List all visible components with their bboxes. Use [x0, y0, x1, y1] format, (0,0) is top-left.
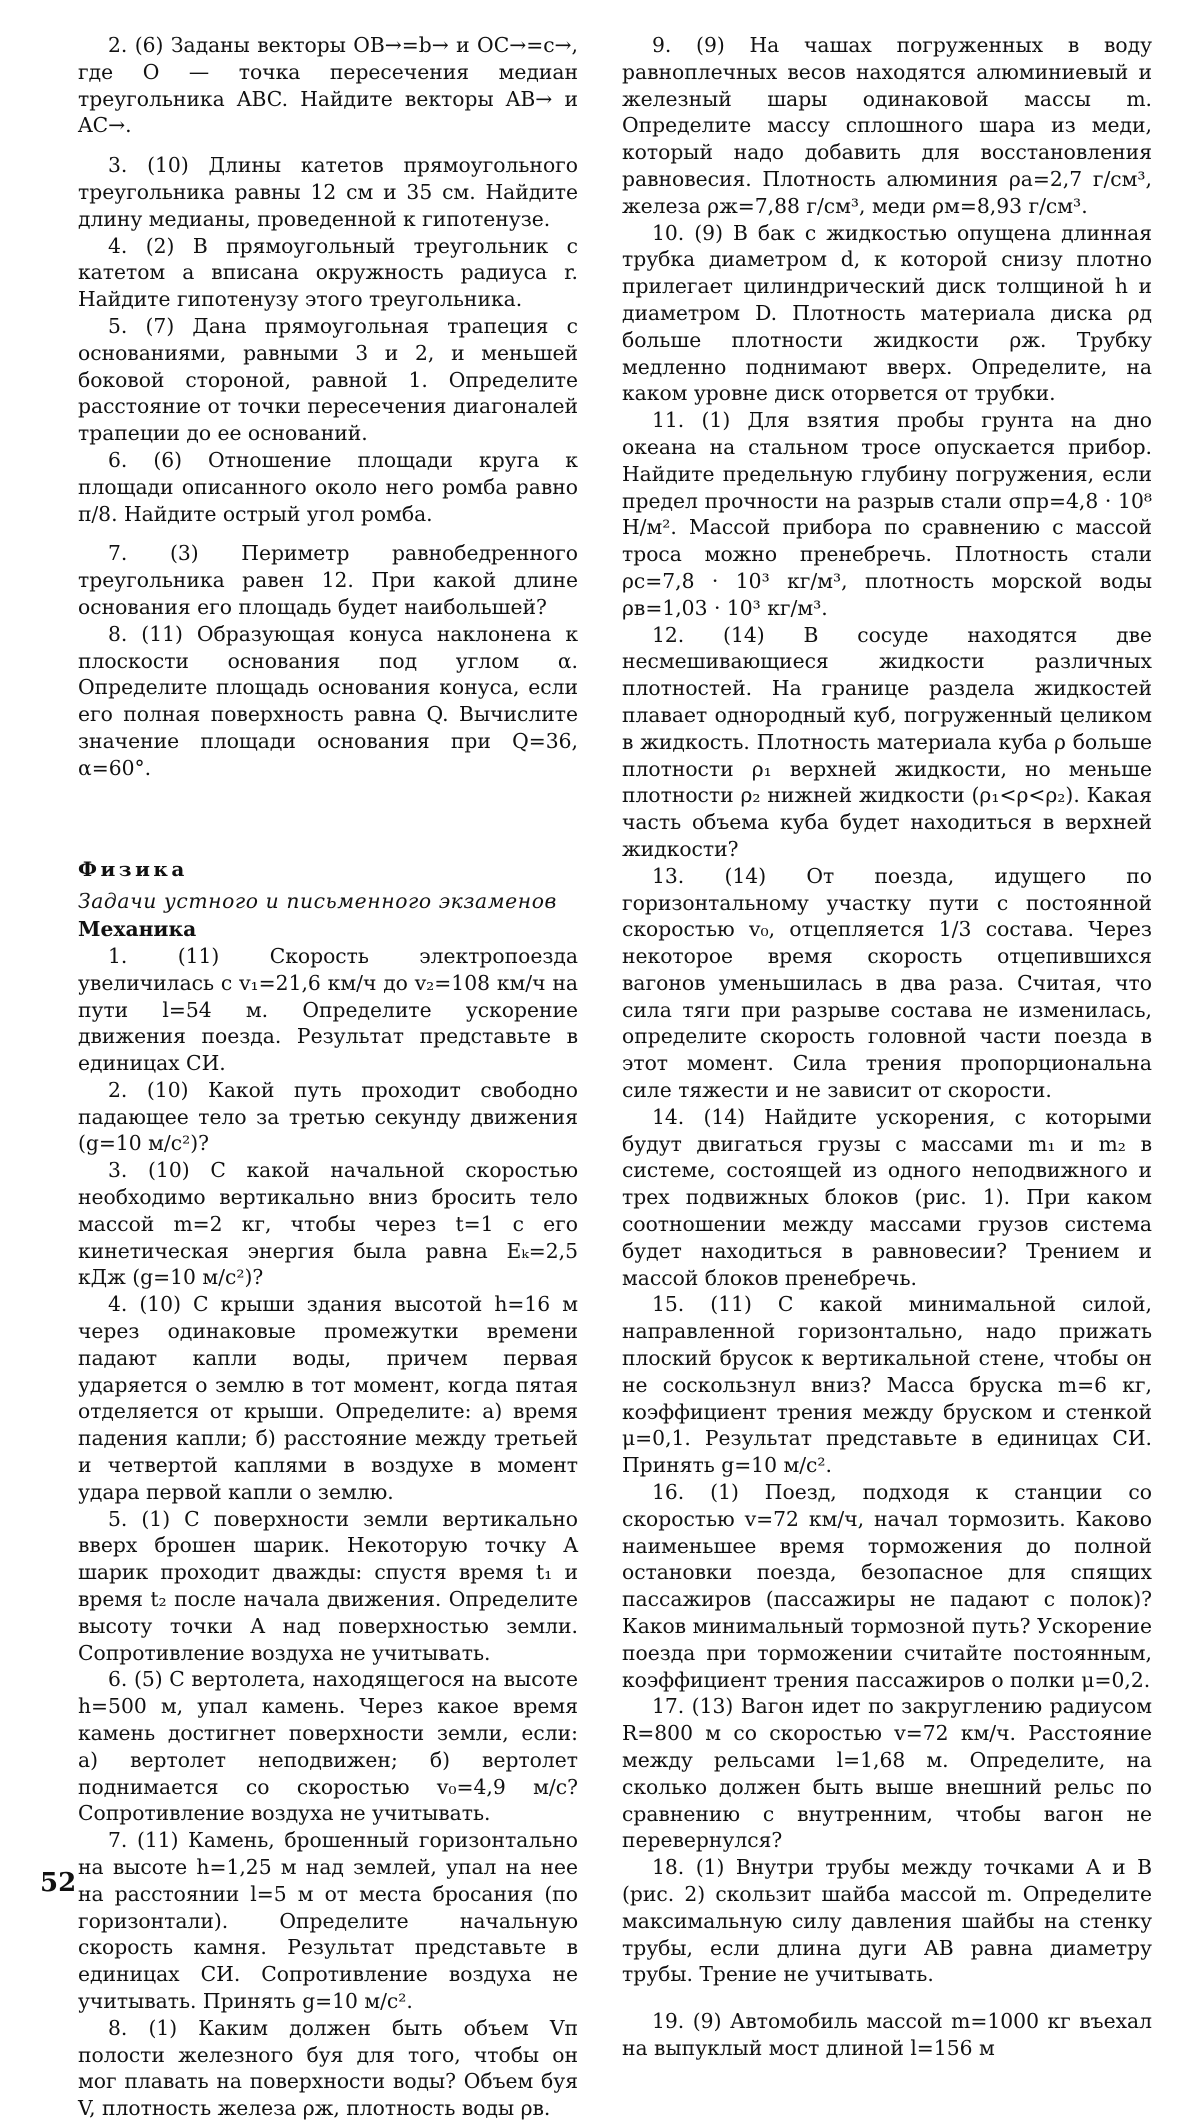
- left-column: [78, 32, 578, 2122]
- physics-problem-19: 19. (9) Автомобиль массой m=1000 кг въехал на выпуклый мост длиной l=156 м: [622, 2009, 1152, 2060]
- physics-problem-18: 18. (1) Внутри трубы между точками A и B (рис. 2) скользит шайба массой m. Определите максимальную силу давления шайбы на стенку трубы, если длина дуги AB равна диаметру трубы. Трение не учитывать.: [622, 1855, 1152, 1987]
- math-problem-7: 7. (3) Периметр равнобедренного треугольника равен 12. При какой длине основания его площадь будет наибольшей?: [78, 541, 578, 619]
- right-column: [622, 32, 1152, 2062]
- section-title: Физика: [78, 856, 188, 881]
- physics-problem-9: 9. (9) На чашах погруженных в воду равноплечных весов находятся алюминиевый и железный шары одинаковой массы m. Определите массу сплошного шара из меди, который надо добавить для восстановления равновесия. Плотность алюминия ρа=2,7 г/см³, железа ρж=7,88 г/см³, меди ρм=8,93 г/см³.: [622, 33, 1152, 218]
- physics-problem-6: 6. (5) С вертолета, находящегося на высоте h=500 м, упал камень. Через какое время камень достигнет поверхности земли, если: а) вертолет неподвижен; б) вертолет поднимается со скоростью v₀=4,9 м/с? Сопротивление воздуха не учитывать.: [78, 1667, 578, 1826]
- physics-problem-10: 10. (9) В бак с жидкостью опущена длинная трубка диаметром d, к которой снизу плотно прилегает цилиндрический диск толщиной h и диаметром D. Плотность материала диска ρд больше плотности жидкости ρж. Трубку медленно поднимают вверх. Определите, на каком уровне диск оторвется от трубки.: [622, 220, 1152, 406]
- math-problem-6: 6. (6) Отношение площади круга к площади описанного около него ромба равно π/8. Найдите острый угол ромба.: [78, 447, 578, 526]
- math-problem-4: 4. (2) В прямоугольный треугольник с катетом a вписана окружность радиуса r. Найдите гипотенузу этого треугольника.: [78, 233, 578, 312]
- physics-problem-8: 8. (1) Каким должен быть объем Vп полости железного буя для того, чтобы он мог плавать на поверхности воды? Объем буя V, плотность железа ρж, плотность воды ρв.: [78, 2015, 578, 2121]
- physics-problem-17: 17. (13) Вагон идет по закруглению радиусом R=800 м со скоростью v=72 км/ч. Расстояние между рельсами l=1,68 м. Определите, на сколько должен быть выше внешний рельс по сравнению с внутренним, чтобы вагон не перевернулся?: [622, 1694, 1152, 1853]
- physics-problem-11: 11. (1) Для взятия пробы грунта на дно океана на стальном тросе опускается прибор. Найдите предельную глубину погружения, если предел прочности на разрыв стали σпр=4,8 · 10⁸ Н/м². Массой прибора по сравнению с массой троса можно пренебречь. Плотность стали ρс=7,8 · 10³ кг/м³, плотность морской воды ρв=1,03 · 10³ кг/м³.: [622, 408, 1152, 620]
- math-problem-2: 2. (6) Заданы векторы OB→=b→ и OC→=c→, где O — точка пересечения медиан треугольника ABC. Найдите векторы AB→ и AC→.: [78, 33, 578, 138]
- physics-problem-2: 2. (10) Какой путь проходит свободно падающее тело за третью секунду движения (g=10 м/с²)?: [78, 1077, 578, 1156]
- physics-problem-13: 13. (14) От поезда, идущего по горизонтальному участку пути с постоянной скоростью v₀, отцепляется 1/3 состава. Через некоторое время скорость отцепившихся вагонов уменьшилась в два раза. Считая, что сила тяги при разрыве состава не изменилась, определите скорость головной части поезда в этот момент. Сила трения пропорциональна силе тяжести и не зависит от скорости.: [622, 863, 1152, 1103]
- math-problem-3: 3. (10) Длины катетов прямоугольного треугольника равны 12 см и 35 см. Найдите длину медианы, проведенной к гипотенузе.: [78, 153, 578, 231]
- section-subtitle: Задачи устного и письменного экзаменов: [78, 889, 557, 914]
- physics-problem-15: 15. (11) С какой минимальной силой, направленной горизонтально, надо прижать плоский брусок к вертикальной стене, чтобы он не соскользнул вниз? Масса бруска m=6 кг, коэффициент трения между бруском и стенкой μ=0,1. Результат представьте в единицах СИ. Принять g=10 м/с².: [622, 1292, 1152, 1478]
- physics-problem-1: 1. (11) Скорость электропоезда увеличилась с v₁=21,6 км/ч до v₂=108 км/ч на пути l=54 м. Определите ускорение движения поезда. Результат представьте в единицах СИ.: [78, 943, 578, 1076]
- physics-problem-3: 3. (10) С какой начальной скоростью необходимо вертикально вниз бросить тело массой m=2 кг, чтобы через t=1 с его кинетическая энергия была равна Eₖ=2,5 кДж (g=10 м/с²)?: [78, 1158, 578, 1290]
- subsection-title: Механика: [78, 917, 197, 942]
- math-problem-8: 8. (11) Образующая конуса наклонена к плоскости основания под углом α. Определите площадь основания конуса, если его полная поверхность равна Q. Вычислите значение площади основания при Q=36, α=60°.: [78, 621, 578, 780]
- physics-problem-14: 14. (14) Найдите ускорения, с которыми будут двигаться грузы с массами m₁ и m₂ в системе, состоящей из одного неподвижного и трех подвижных блоков (рис. 1). При каком соотношении между массами грузов система будет находиться в равновесии? Трением и массой блоков пренебречь.: [622, 1104, 1152, 1290]
- page-number: 52: [40, 1868, 77, 1898]
- physics-problem-12: 12. (14) В сосуде находятся две несмешивающиеся жидкости различных плотностей. На границе раздела жидкостей плавает однородный куб, погруженный целиком в жидкость. Плотность материала куба ρ больше плотности ρ₁ верхней жидкости, но меньше плотности ρ₂ нижней жидкости (ρ₁<ρ<ρ₂). Какая часть объема куба будет находиться в верхней жидкости?: [622, 622, 1152, 861]
- physics-problem-5: 5. (1) С поверхности земли вертикально вверх брошен шарик. Некоторую точку A шарик проходит дважды: спустя время t₁ и время t₂ после начала движения. Определите высоту точки A над поверхностью земли. Сопротивление воздуха не учитывать.: [78, 1506, 578, 1665]
- math-problem-5: 5. (7) Дана прямоугольная трапеция с основаниями, равными 3 и 2, и меньшей боковой стороной, равной 1. Определите расстояние от точки пересечения диагоналей трапеции до ее оснований.: [78, 313, 578, 446]
- physics-problem-16: 16. (1) Поезд, подходя к станции со скоростью v=72 км/ч, начал тормозить. Каково наименьшее время торможения до полной остановки поезда, безопасное для спящих пассажиров (пассажиры не падают с полок)? Каков минимальный тормозной путь? Ускорение поезда при торможении считайте постоянным, коэффициент трения пассажиров о полки μ=0,2.: [622, 1480, 1152, 1692]
- physics-problem-7: 7. (11) Камень, брошенный горизонтально на высоте h=1,25 м над землей, упал на нее на расстоянии l=5 м от места бросания (по горизонтали). Определите начальную скорость камня. Результат представьте в единицах СИ. Сопротивление воздуха не учитывать. Принять g=10 м/с².: [78, 1828, 578, 2013]
- physics-problem-4: 4. (10) С крыши здания высотой h=16 м через одинаковые промежутки времени падают капли воды, причем первая ударяется о землю в тот момент, когда пятая отделяется от крыши. Определите: а) время падения капли; б) расстояние между третьей и четвертой каплями в воздухе в момент удара первой капли о землю.: [78, 1292, 578, 1504]
